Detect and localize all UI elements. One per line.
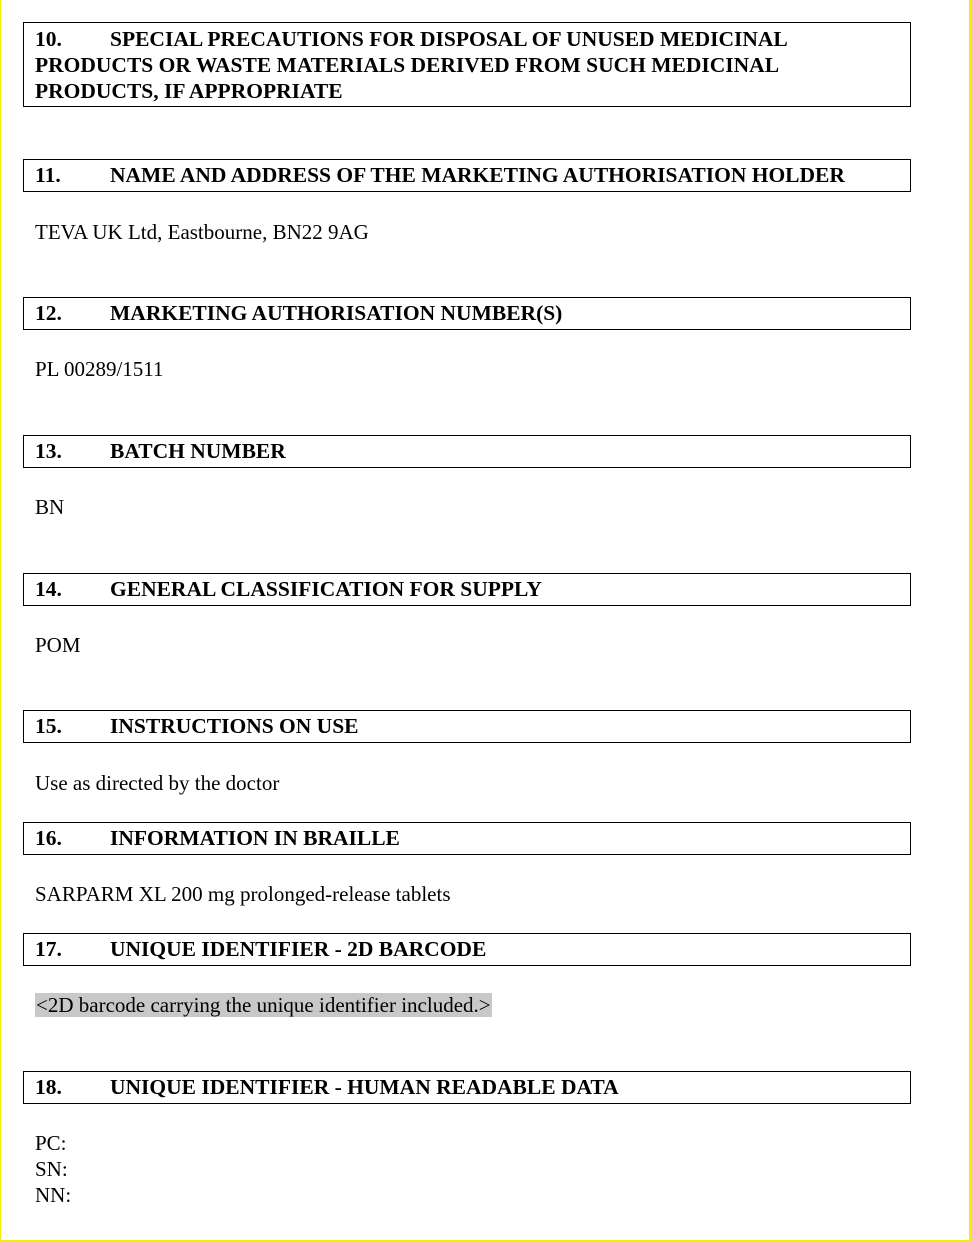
section-15-number: 15. — [35, 714, 62, 738]
section-10-title-line-1: 10. SPECIAL PRECAUTIONS FOR DISPOSAL OF UNUSED MEDICINAL — [35, 27, 788, 51]
section-13-number: 13. — [35, 439, 62, 463]
section-12-header — [23, 297, 911, 330]
section-16-content: SARPARM XL 200 mg prolonged-release tablets — [35, 882, 451, 906]
section-18-title: UNIQUE IDENTIFIER - HUMAN READABLE DATA — [110, 1075, 619, 1099]
section-17-content — [35, 992, 492, 1018]
section-18-number: 18. — [35, 1075, 62, 1099]
section-14-title: GENERAL CLASSIFICATION FOR SUPPLY — [110, 577, 542, 601]
section-14-content: POM — [35, 633, 81, 657]
section-10-title-line-2: PRODUCTS OR WASTE MATERIALS DERIVED FROM SUCH MEDICINAL — [35, 53, 780, 77]
section-15-header — [23, 710, 911, 743]
section-13-header — [23, 435, 911, 468]
section-14-number: 14. — [35, 577, 62, 601]
section-17-title: UNIQUE IDENTIFIER - 2D BARCODE — [110, 937, 487, 961]
section-12-number: 12. — [35, 301, 62, 325]
section-13-content: BN — [35, 495, 65, 519]
section-11-title: NAME AND ADDRESS OF THE MARKETING AUTHORISATION HOLDER — [110, 163, 845, 187]
section-10-title-line-3: PRODUCTS, IF APPROPRIATE — [35, 79, 343, 103]
barcode-placeholder-text: <2D barcode carrying the unique identifier included.> — [36, 993, 491, 1017]
section-10-header — [23, 22, 911, 107]
sn-label: SN: — [35, 1157, 68, 1181]
section-18-content — [35, 1130, 71, 1208]
section-10-number: 10. — [35, 27, 62, 51]
section-15-title: INSTRUCTIONS ON USE — [110, 714, 359, 738]
section-17-number: 17. — [35, 937, 62, 961]
section-16-header — [23, 822, 911, 855]
section-12-title: MARKETING AUTHORISATION NUMBER(S) — [110, 301, 563, 325]
nn-label: NN: — [35, 1183, 72, 1207]
section-16-title: INFORMATION IN BRAILLE — [110, 826, 400, 850]
section-11-header — [23, 159, 911, 192]
section-14-header — [23, 573, 911, 606]
section-18-header — [23, 1071, 911, 1104]
section-17-header — [23, 933, 911, 966]
section-12-content: PL 00289/1511 — [35, 357, 164, 381]
section-16-number: 16. — [35, 826, 62, 850]
section-11-content: TEVA UK Ltd, Eastbourne, BN22 9AG — [35, 220, 369, 244]
section-11-number: 11. — [35, 163, 61, 187]
section-13-title: BATCH NUMBER — [110, 439, 286, 463]
section-15-content: Use as directed by the doctor — [35, 771, 280, 795]
pc-label: PC: — [35, 1131, 67, 1155]
